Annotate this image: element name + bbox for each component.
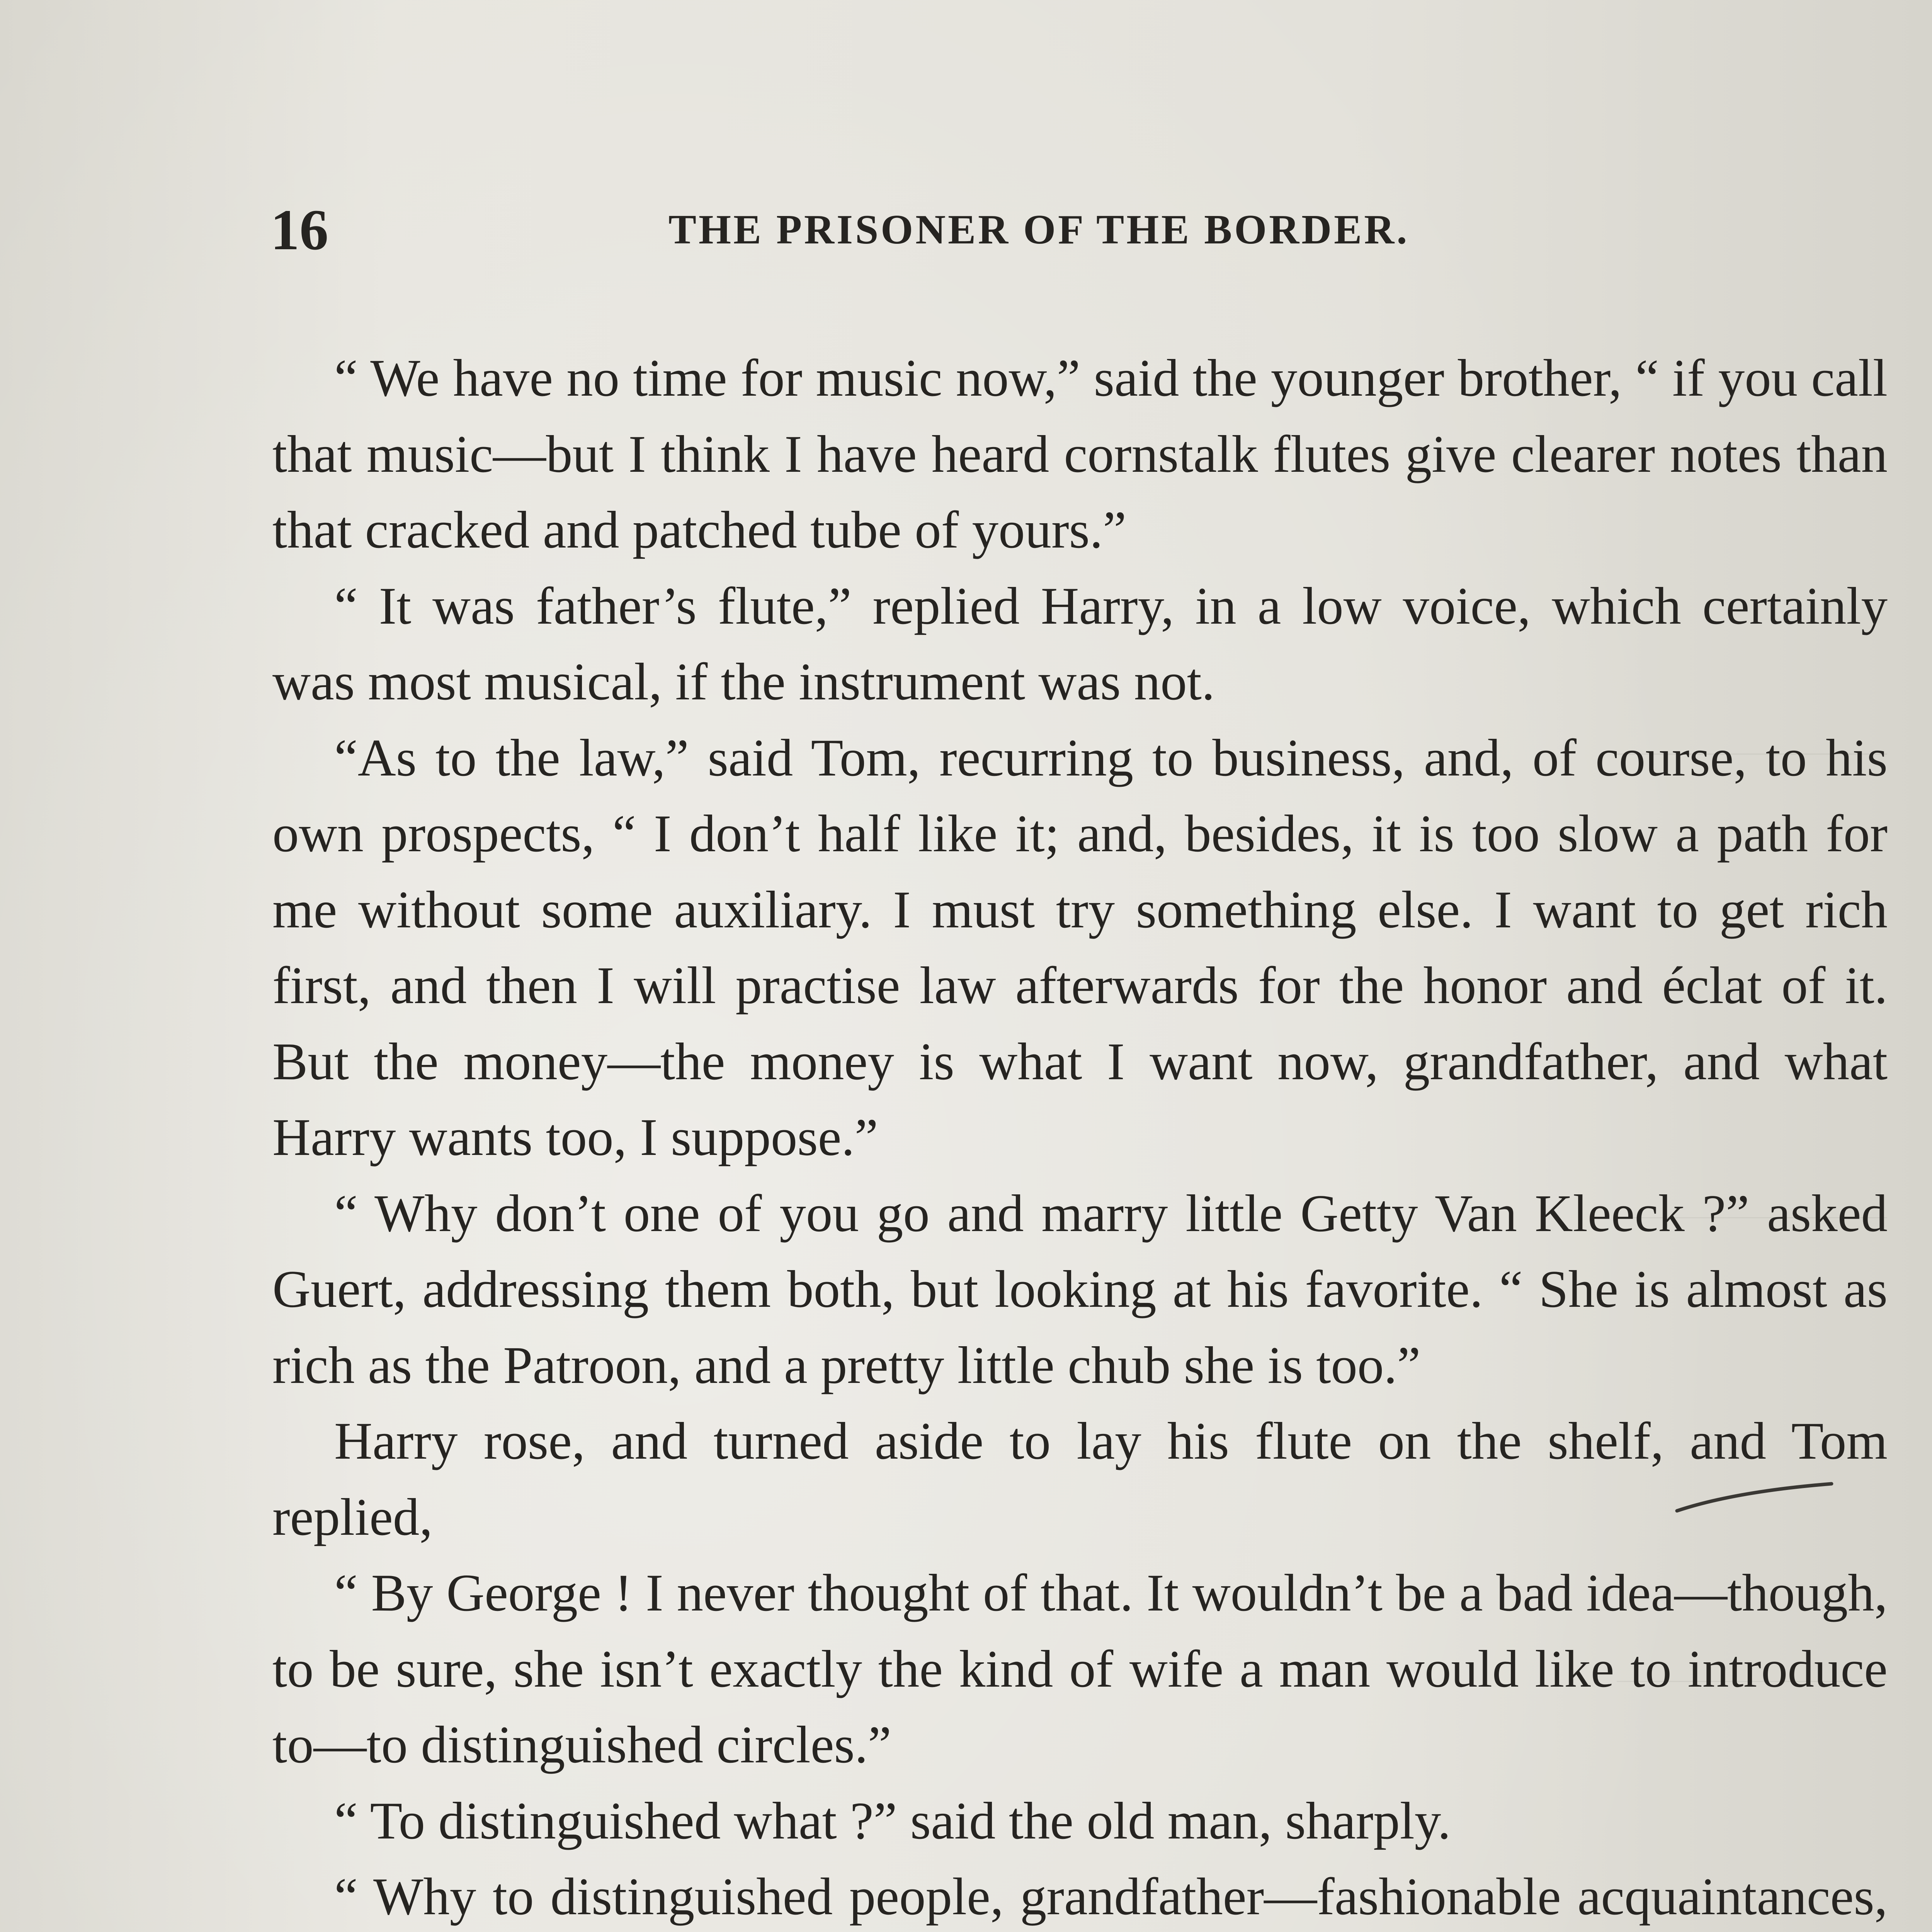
body-text (272, 340, 1888, 1932)
paragraph: “ We have no time for music now,” said the younger brother, “ if you call that music—but I think I have heard cornstalk flutes give clearer notes than that cracked and patched tube of yours.” (272, 349, 1888, 559)
running-head (270, 193, 1889, 267)
paragraph: “ It was father’s flute,” replied Harry, in a low voice, which certainly was most musical, if the instrument was not. (272, 576, 1888, 711)
paragraph: Harry rose, and turned aside to lay his flute on the shelf, and Tom replied, (272, 1412, 1888, 1546)
paragraph: “ Why don’t one of you go and marry little Getty Van Kleeck ?” asked Guert, addressing them both, but looking at his favorite. “ She is almost as rich as the Patroon, and a pretty little chub she is too.” (272, 1184, 1888, 1395)
running-title: THE PRISONER OF THE BORDER. (668, 207, 1410, 253)
paragraph: “As to the law,” said Tom, recurring to business, and, of course, to his own prospects, “ I don’t half like it; and, besides, it is too slow a path for me without some auxiliary. I must try something else. I want to get rich first, and then I will practise law afterwards for the honor and éclat of it. But the money—the money is what I want now, grandfather, and what Harry wants too, I suppose.” (272, 728, 1888, 1167)
paragraph: “ Why to distinguished people, grandfather—fashionable acquaintances, (334, 1867, 1888, 1926)
paragraph: “ To distinguished what ?” said the old man, sharply. (334, 1791, 1451, 1850)
paragraph: “ By George ! I never thought of that. It wouldn’t be a bad idea—though, to be sure, she isn’t exactly the kind of wife a man would like to introduce to—to distinguished circles.” (272, 1563, 1888, 1774)
pencil-mark (1673, 1480, 1835, 1515)
page-number: 16 (270, 198, 328, 262)
